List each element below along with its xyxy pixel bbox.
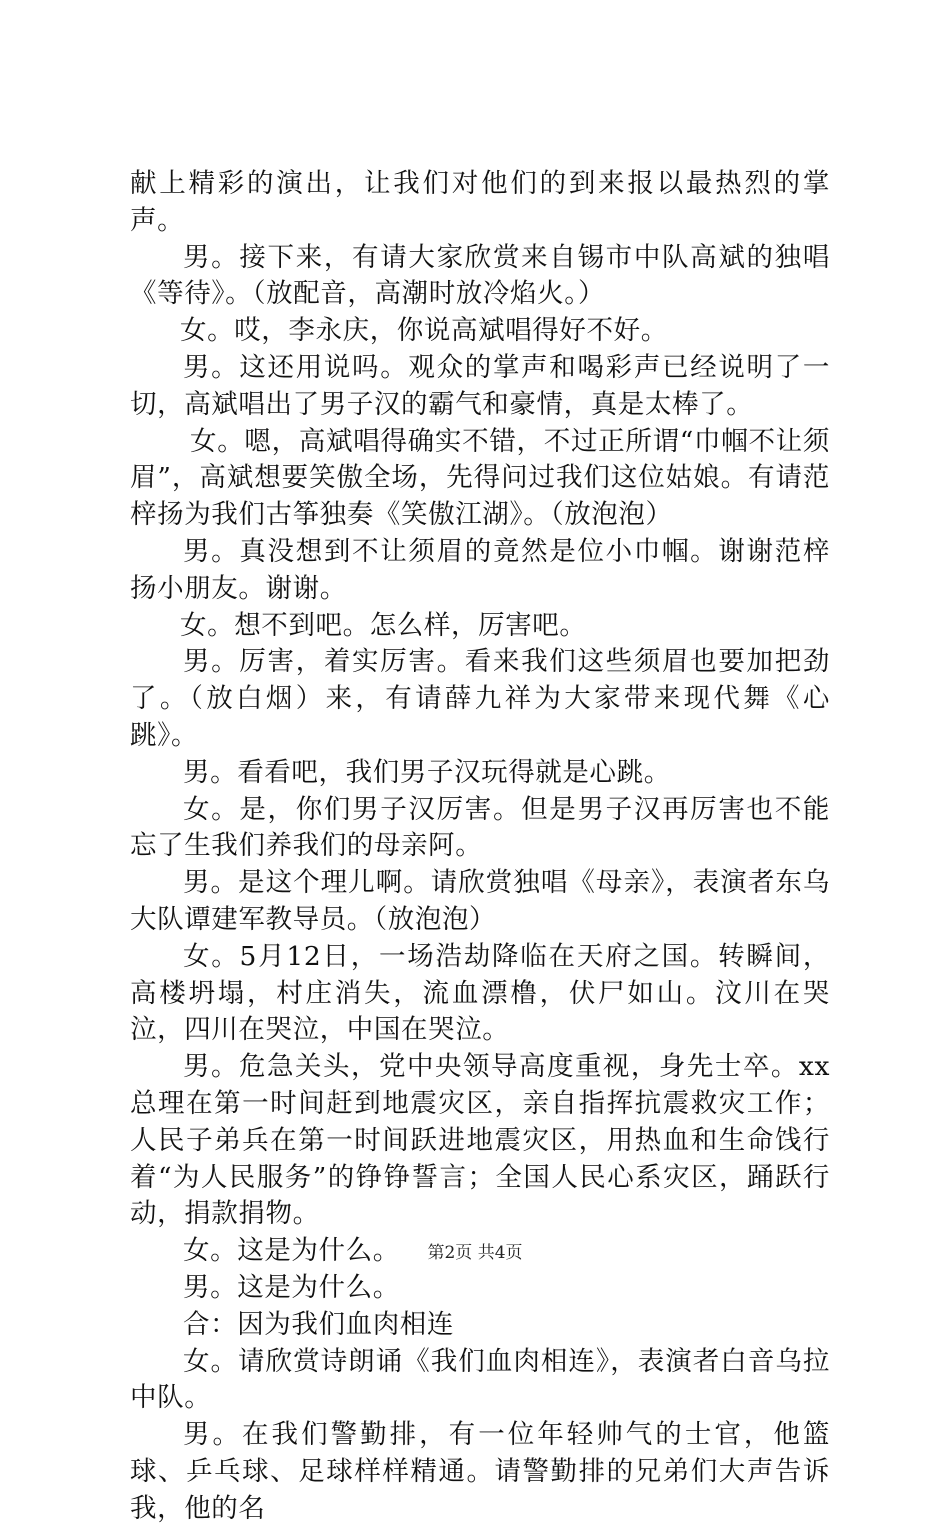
paragraph: 男。危急关头，党中央领导高度重视，身先士卒。xx总理在第一时间赶到地震灾区，亲自指挥抗震救灾工作；人民子弟兵在第一时间跃进地震灾区，用热血和生命饯行着“为人民服务”的铮铮誓言；全国人民心系灾区，踊跃行动，捐款捐物。 <box>130 1051 830 1230</box>
paragraph: 男。是这个理儿啊。请欣赏独唱《母亲》，表演者东乌大队谭建军教导员。（放泡泡） <box>130 867 830 935</box>
paragraph: 女。哎，李永庆，你说高斌唱得好不好。 <box>180 315 668 347</box>
page-number-footer: 第2页 共4页 <box>427 1243 523 1263</box>
paragraph: 献上精彩的演出，让我们对他们的到来报以最热烈的掌声。 <box>130 168 830 236</box>
paragraph: 女。请欣赏诗朗诵《我们血肉相连》，表演者白音乌拉中队。 <box>130 1345 830 1414</box>
paragraph: 男。在我们警勤排，有一位年轻帅气的士官，他篮球、乒乓球、足球样样精通。请警勤排的兄弟们大声告诉我，他的名 <box>130 1419 830 1524</box>
document-body <box>130 166 830 1527</box>
paragraph: 女。这是为什么。 <box>183 1235 400 1267</box>
paragraph: 男。看看吧，我们男子汉玩得就是心跳。 <box>183 756 671 788</box>
paragraph: 女。嗯，高斌唱得确实不错，不过正所谓“巾帼不让须眉”，高斌想要笑傲全场，先得问过我们这位姑娘。有请范梓扬为我们古筝独奏《笑傲江湖》。（放泡泡） <box>130 425 830 531</box>
paragraph: 女。5月12日，一场浩劫降临在天府之国。转瞬间，高楼坍塌，村庄消失，流血漂橹，伏尸如山。汶川在哭泣，四川在哭泣，中国在哭泣。 <box>130 940 830 1046</box>
paragraph: 合：因为我们血肉相连 <box>183 1308 454 1340</box>
paragraph: 女。是，你们男子汉厉害。但是男子汉再厉害也不能忘了生我们养我们的母亲阿。 <box>130 793 830 862</box>
paragraph: 男。这还用说吗。观众的掌声和喝彩声已经说明了一切，高斌唱出了男子汉的霸气和豪情，真是太棒了。 <box>130 351 830 420</box>
paragraph: 男。这是为什么。 <box>183 1271 400 1303</box>
paragraph: 女。想不到吧。怎么样，厉害吧。 <box>180 609 587 641</box>
paragraph: 男。接下来，有请大家欣赏来自锡市中队高斌的独唱《等待》。（放配音，高潮时放冷焰火。） <box>130 241 830 310</box>
paragraph: 男。真没想到不让须眉的竟然是位小巾帼。谢谢范梓扬小朋友。谢谢。 <box>130 535 830 604</box>
paragraph: 男。厉害，着实厉害。看来我们这些须眉也要加把劲了。（放白烟）来，有请薛九祥为大家带来现代舞《心跳》。 <box>130 646 830 751</box>
